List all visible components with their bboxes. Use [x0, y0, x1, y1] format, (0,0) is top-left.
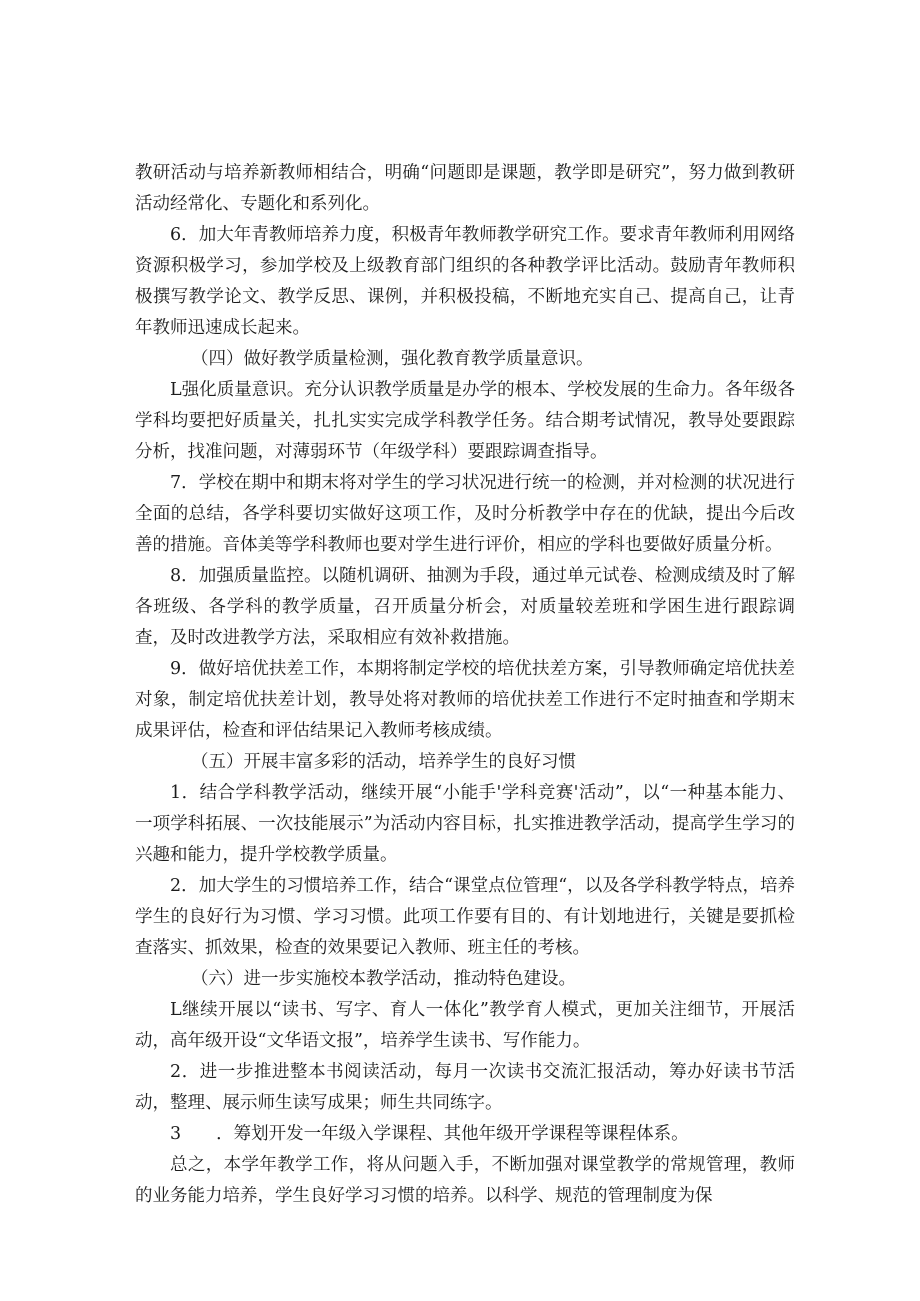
document-body [135, 158, 795, 1212]
paragraph: 2．加大学生的习惯培养工作，结合“课堂点位管理“，以及各学科教学特点，培养学生的良好行为习惯、学习习惯。此项工作要有目的、有计划地进行，关键是要抓检查落实、抓效果，检查的效果要记入教师、班主任的考核。 [135, 876, 795, 958]
section-heading: （五）开展丰富多彩的活动，培养学生的良好习惯 [191, 752, 576, 772]
paragraph: L强化质量意识。充分认识教学质量是办学的根本、学校发展的生命力。各年级各学科均要把好质量关，扎扎实实完成学科教学任务。结合期考试情况，教导处要跟踪分析，找准问题，对薄弱环节（年级学科）要跟踪调查指导。 [135, 380, 795, 462]
paragraph: 3 ．筹划开发一年级入学课程、其他年级开学课程等课程体系。 [170, 1124, 689, 1144]
paragraph: 1．结合学科教学活动，继续开展“小能手'学科竞赛'活动”，以“一种基本能力、一项学科拓展、一次技能展示”为活动内容目标，扎实推进教学活动，提高学生学习的兴趣和能力，提升学校教学质量。 [135, 783, 795, 865]
section-heading: （四）做好教学质量检测，强化教育教学质量意识。 [191, 349, 594, 369]
paragraph: 7．学校在期中和期末将对学生的学习状况进行统一的检测，并对检测的状况进行全面的总结，各学科要切实做好这项工作，及时分析教学中存在的优缺，提出今后改善的措施。音体美等学科教师也要对学生进行评价，相应的学科也要做好质量分析。 [135, 473, 795, 555]
paragraph: L继续开展以“读书、写字、育人一体化”教学育人模式，更加关注细节，开展活动，高年级开设“文华语文报”，培养学生读书、写作能力。 [135, 1000, 795, 1051]
paragraph: 6．加大年青教师培养力度，积极青年教师教学研究工作。要求青年教师利用网络资源积极学习，参加学校及上级教育部门组织的各种教学评比活动。鼓励青年教师积极撰写教学论文、教学反思、课例，并积极投稿，不断地充实自己、提高自己，让青年教师迅速成长起来。 [135, 225, 795, 338]
section-heading: （六）进一步实施校本教学活动，推动特色建设。 [191, 969, 576, 989]
paragraph: 8．加强质量监控。以随机调研、抽测为手段，通过单元试卷、检测成绩及时了解各班级、各学科的教学质量，召开质量分析会，对质量较差班和学困生进行跟踪调查，及时改进教学方法，采取相应有效补救措施。 [135, 566, 795, 648]
paragraph: 教研活动与培养新教师相结合，明确“问题即是课题，教学即是研究”，努力做到教研活动经常化、专题化和系列化。 [135, 163, 795, 214]
paragraph: 总之，本学年教学工作，将从问题入手，不断加强对课堂教学的常规管理，教师的业务能力培养，学生良好学习习惯的培养。以科学、规范的管理制度为保 [135, 1155, 795, 1206]
paragraph: 9．做好培优扶差工作，本期将制定学校的培优扶差方案，引导教师确定培优扶差对象，制定培优扶差计划，教导处将对教师的培优扶差工作进行不定时抽查和学期末成果评估，检查和评估结果记入教师考核成绩。 [135, 659, 795, 741]
paragraph: 2．进一步推进整本书阅读活动，每月一次读书交流汇报活动，筹办好读书节活动，整理、展示师生读写成果；师生共同练字。 [135, 1062, 795, 1113]
